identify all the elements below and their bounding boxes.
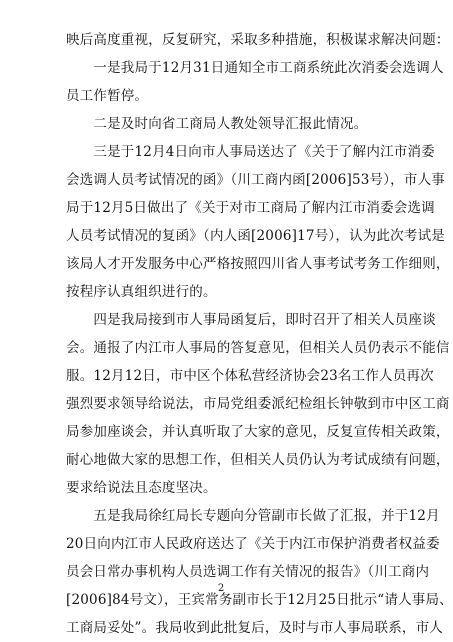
text-line: 人员考试情况的复函》（内人函[2006]17号），认为此次考试是	[66, 228, 445, 244]
text-line: 该局人才开发服务中心严格按照四川省人事考试考务工作细则，	[66, 256, 450, 272]
text-line: 按程序认真组织进行的。	[66, 284, 217, 300]
text-line: 一是我局于12月31日通知全市工商系统此次消委会选调人	[66, 60, 444, 76]
text-line: 员会日常办事机构人员选调工作有关情况的报告》（川工商内	[66, 564, 430, 580]
body-text	[66, 26, 453, 642]
text-line: 服。12月12日，市中区个体私营经济协会23名工作人员再次	[66, 368, 434, 384]
text-line: 三是于12月4日向市人事局送达了《关于了解内江市消委	[66, 144, 435, 160]
text-line: 会选调人员考试情况的函》（川工商内函[2006]53号），市人事	[66, 172, 445, 188]
text-line: 局参加座谈会，并认真听取了大家的意见，反复宣传相关政策，	[66, 424, 450, 440]
text-line: 强烈要求领导给说法，市局党组委派纪检组长钟敬到市中区工商	[66, 396, 450, 412]
text-line: [2006]84号文），王宾常务副市长于12月25日批示“请人事局、	[66, 592, 453, 608]
text-line: 耐心地做大家的思想工作，但相关人员仍认为考试成绩有问题，	[66, 452, 450, 468]
text-line: 员工作暂停。	[66, 88, 149, 104]
text-line: 五是我局徐红局长专题向分管副市长做了汇报，并于12月	[66, 508, 440, 524]
text-line: 四是我局接到市人事局函复后，即时召开了相关人员座谈	[66, 312, 436, 328]
text-line: 二是及时向省工商局人教处领导汇报此情况。	[66, 116, 368, 132]
text-line: 映后高度重视，反复研究，采取多种措施，积极谋求解决问题：	[66, 32, 450, 48]
text-line: 20日向内江市人民政府送达了《关于内江市保护消费者权益委	[66, 536, 440, 552]
text-line: 要求给说法且态度坚决。	[66, 480, 217, 496]
text-line: 工商局妥处”。我局收到此批复后，及时与市人事局联系，市人	[66, 620, 444, 636]
text-line: 局于12月5日做出了《关于对市工商局了解内江市消委会选调	[66, 200, 435, 216]
text-line: 会。通报了内江市人事局的答复意见，但相关人员仍表示不能信	[66, 340, 450, 356]
page-number: 2	[217, 583, 225, 594]
